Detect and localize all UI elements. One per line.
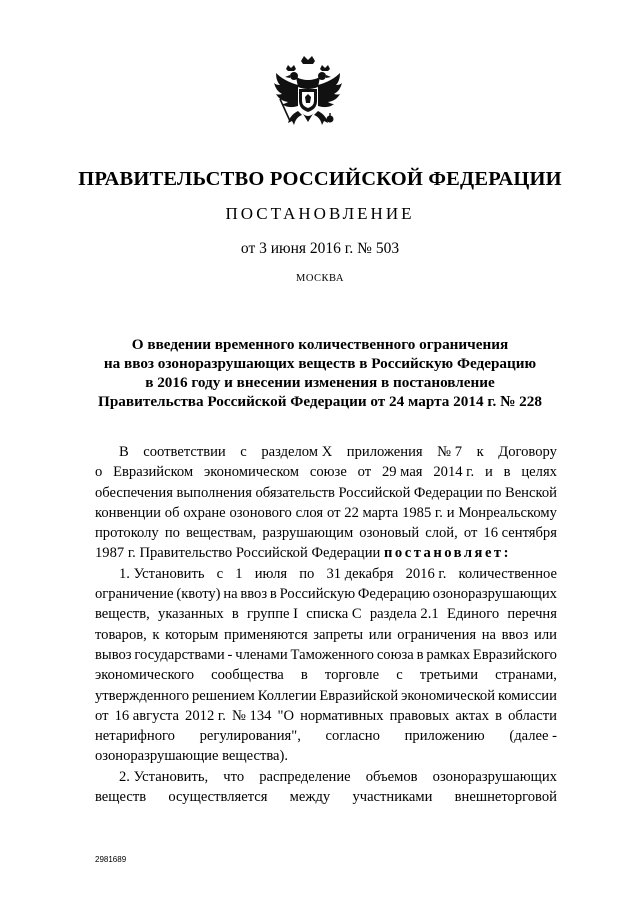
document-date-number: от 3 июня 2016 г. № 503 [240,240,400,257]
body-word: разделом X [261,444,333,460]
body-word: озоноразрушающих [432,586,557,603]
body-word: что [223,768,245,785]
body-word: выполнения [176,484,252,501]
body-word: рамках [426,646,471,663]
body-word: Договору [498,444,557,460]
body-word: экономического [95,667,195,684]
body-word: между [289,789,331,806]
body-word: Федерации [413,484,483,501]
body-word: целях [521,464,557,481]
body-word: ввоз [240,586,268,603]
body-word: нетарифного [95,728,175,745]
body-word: 2012 г. [185,707,226,724]
body-word: конвенции [95,504,161,521]
body-line [95,665,557,685]
body-word: Евразийском [113,464,194,481]
body-line [95,543,557,563]
body-word: ограничения [397,626,477,643]
body-word: объемов [365,768,418,785]
body-word: об [164,504,180,521]
body-word: Федерацию [357,586,430,603]
body-word: В [119,444,129,460]
body-line [95,584,557,604]
body-word: регулирования", [199,728,301,745]
body-word: обеспечения [95,484,173,501]
body-word: и [446,504,455,521]
body-word: от [95,707,109,724]
body-word: о [95,464,103,481]
body-word: Таможенного [290,646,374,663]
body-word: соответствии [143,444,226,460]
body-word: участниками [352,789,433,806]
body-word: Российскую [279,586,356,603]
body-line [95,767,557,787]
body-line [95,564,557,584]
body-word: веществ [95,789,147,806]
document-code: 2981689 [95,855,127,864]
body-word: распределение [259,768,351,785]
body-word: к [152,626,160,643]
body-word: согласно [325,728,380,745]
body-word: третьими [419,667,479,684]
body-word: с [240,444,247,460]
body-word: применяются [224,626,308,643]
body-word: охране [183,504,226,521]
body-word: озоноразрушающие вещества). [95,748,289,765]
body-word: веществам, [186,525,257,542]
body-word: членами [235,646,288,663]
body-word: раздела 2.1 [369,606,439,623]
title-line: Правительства Российской Федерации от 24 марта 2014 г. № 228 [98,393,542,410]
body-word: озоноразрушающих [432,768,557,785]
title-line: на ввоз озоноразрушающих веществ в Российскую Федерацию [103,355,537,372]
body-word: внешнеторговой [454,789,557,806]
body-word: сообщества [211,667,284,684]
body-word: экономической [401,687,496,704]
body-word: группе I [247,606,299,623]
body-line [95,503,557,523]
body-word: запреты [313,626,364,643]
body-word: в [300,667,308,684]
body-line [95,746,557,766]
body-word: решением [191,687,255,704]
body-line [95,604,557,624]
body-word: на [481,626,497,643]
body-word: озоновый [359,525,420,542]
body-word: с [216,565,224,582]
body-word: "О [277,707,294,724]
body-word: 2. Установить, [119,768,209,785]
body-word: 16 августа [114,707,179,724]
body-word: и [485,464,493,481]
body-word: по [299,565,315,582]
body-word: Евразийской [319,687,399,704]
body-word: правовых [389,707,450,724]
body-word: которым [165,626,219,643]
body-word: слоя [295,504,324,521]
body-word: по [486,484,502,501]
body-word: Монреальскому [458,504,557,521]
body-word: обязательств [255,484,335,501]
document-title [0,335,640,411]
body-word: приложения [346,444,423,460]
body-line [95,686,557,706]
document-type: ПОСТАНОВЛЕНИЕ [225,204,415,223]
body-word: государствами [134,646,225,663]
body-word: № 7 [437,444,463,460]
body-word: 2014 г. [433,464,475,481]
body-word: вывоз [95,646,132,663]
body-word: 31 декабря [326,565,394,582]
body-word: протоколу [95,525,159,542]
body-word: странами, [495,667,557,684]
document-city: МОСКВА [296,273,344,284]
body-word: или [368,626,392,643]
body-word: ограничение [95,586,174,603]
coat-of-arms-icon [272,55,344,135]
body-word: веществ, [95,606,150,623]
body-word: Российской [338,484,411,501]
body-word: в [231,606,239,623]
body-line [95,645,557,665]
body-word: 1. Установить [119,565,205,582]
body-line [95,462,557,482]
body-word: торговле [324,667,380,684]
body-word: нормативных [300,707,384,724]
body-word: в [269,586,277,603]
body-line [95,726,557,746]
body-line [95,787,557,807]
body-word: в [416,646,424,663]
body-word: Коллегии [257,687,317,704]
body-word: от [326,504,341,521]
body-word: на [223,586,238,603]
document-body [95,442,557,807]
body-word: слой, [425,525,458,542]
body-word: актах [455,707,490,724]
body-word: экономическом [204,464,300,481]
organization-name: ПРАВИТЕЛЬСТВО РОССИЙСКОЙ ФЕДЕРАЦИИ [78,168,562,190]
title-line: О введении временного количественного ограничения [131,336,509,353]
body-word: июля [254,565,288,582]
body-word: (квоту) [176,586,221,603]
body-word: от [463,525,478,542]
body-line [95,625,557,645]
body-word: 16 сентября [483,525,557,542]
body-word: ввоз [501,626,529,643]
body-word: к [476,444,484,460]
body-word: количественное [458,565,557,582]
body-word: разрушающим [262,525,354,542]
body-word: 2016 г. [405,565,447,582]
body-word: от [357,464,372,481]
body-word: Евразийского [472,646,557,663]
body-word: 1985 г. [402,504,443,521]
body-line [95,483,557,503]
body-word: № 134 [231,707,272,724]
body-word: союза [376,646,414,663]
body-line [95,706,557,726]
title-line: в 2016 году и внесении изменения в постановление [145,374,495,391]
body-word: указанных [158,606,224,623]
body-word: 22 марта [344,504,399,521]
body-word: Единого [446,606,500,623]
body-line [95,523,557,543]
body-word: или [534,626,557,643]
body-word: 1 [235,565,243,582]
body-word: Венской [504,484,557,501]
body-word: приложению [404,728,485,745]
body-word: в [503,464,511,481]
body-word: списка C [306,606,362,623]
body-word: области [508,707,557,724]
body-line [95,442,557,462]
body-word: (далее - [509,728,557,745]
body-word: комиссии [497,687,557,704]
body-word: утвержденного [95,687,190,704]
body-word: 1987 г. Правительство Российской Федерации [95,545,385,562]
body-word: в [495,707,503,724]
body-word: озонового [229,504,292,521]
body-word: союзе [309,464,347,481]
body-word: перечня [507,606,557,623]
body-word: 29 мая [381,464,423,481]
decree-keyword: постановляет: [384,545,511,562]
body-word: осуществляется [168,789,268,806]
body-word: товаров, [95,626,147,643]
body-word: по [164,525,180,542]
body-word: с [396,667,403,684]
body-word: - [227,646,233,663]
